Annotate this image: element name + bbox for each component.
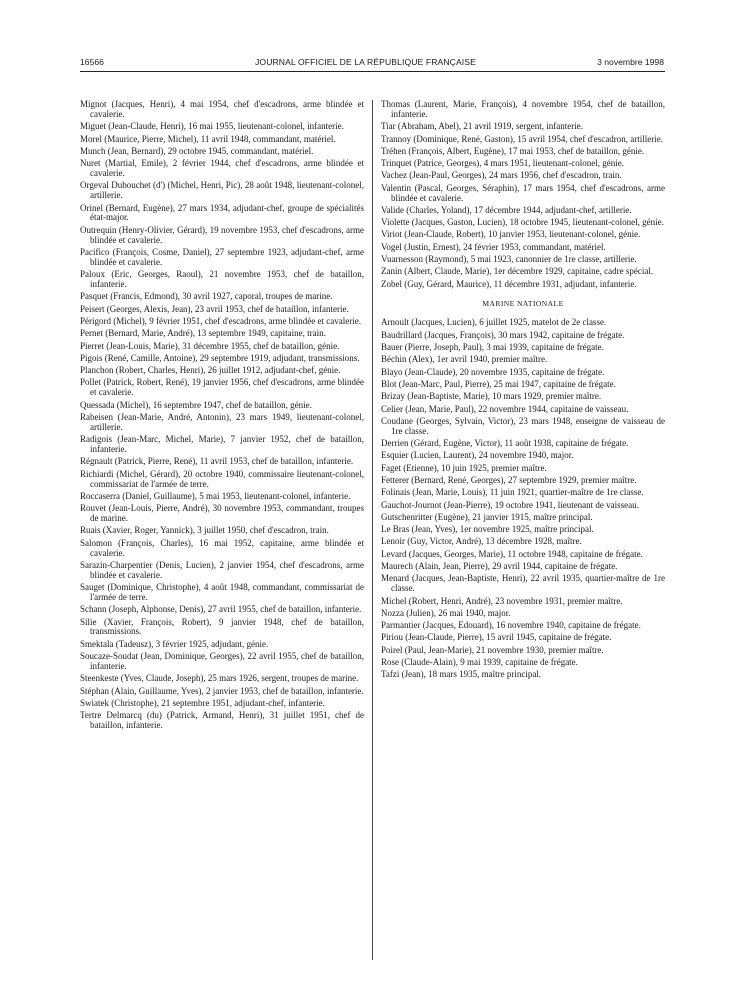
list-entry: Richiardi (Michel, Gérard), 20 octobre 1940, commissaire lieutenant-colonel, commissariat de l'armée de terre. <box>80 468 364 489</box>
page-number: 16566 <box>80 57 104 67</box>
list-entry: Zanin (Albert, Claude, Marie), 1er décembre 1929, capitaine, cadre spécial. <box>381 266 654 277</box>
list-entry: Orgeval Dubouchet (d') (Michel, Henri, Pic), 28 août 1948, lieutenant-colonel, artillerie. <box>80 180 364 201</box>
list-entry: Stéphan (Alain, Guillaume, Yves), 2 janvier 1953, chef de bataillon, infanterie. <box>80 685 364 696</box>
list-entry: Sarazin-Charpentier (Denis, Lucien), 2 janvier 1954, chef d'escadrons, arme blindée et cavalerie. <box>80 559 364 580</box>
list-entry: Menard (Jacques, Jean-Baptiste, Henri), 22 avril 1935, quartier-maître de 1re classe. <box>381 573 665 594</box>
list-entry: Orinel (Bernard, Eugène), 27 mars 1934, adjudant-chef, groupe de spécialités état-major. <box>80 202 364 223</box>
list-entry: Vachez (Jean-Paul, Georges), 24 mars 1956, chef d'escadron, train. <box>381 170 622 181</box>
journal-title: JOURNAL OFFICIEL DE LA RÉPUBLIQUE FRANÇAISE <box>255 57 476 67</box>
list-entry: Peisert (Georges, Alexis, Jean), 23 avril 1953, chef de bataillon, infanterie. <box>80 303 349 314</box>
list-entry: Pollet (Patrick, Robert, René), 19 janvier 1956, chef d'escadrons, arme blindée et cavalerie. <box>80 377 364 398</box>
list-entry: Valentin (Pascal, Georges, Séraphin), 17 mars 1954, chef d'escadrons, arme blindée et cavalerie. <box>381 182 665 203</box>
list-entry: Sauget (Dominique, Christophe), 4 août 1948, commandant, commissariat de l'armée de terre. <box>80 582 364 602</box>
list-entry: Paloux (Eric, Georges, Raoul), 21 novembre 1953, chef de bataillon, infanterie. <box>80 269 364 290</box>
list-entry: Esquier (Lucien, Laurent), 24 novembre 1940, major. <box>381 450 574 461</box>
list-entry: Thomas (Laurent, Marie, François), 4 novembre 1954, chef de bataillon, infanterie. <box>381 99 665 119</box>
list-entry: Swiatek (Christophe), 21 septembre 1951, adjudant-chef, infanterie. <box>80 697 325 708</box>
list-entry: Folinais (Jean, Marie, Louis), 11 juin 1921, quartier-maître de 1re classe. <box>381 487 644 498</box>
list-entry: Celier (Jean, Marie, Paul), 22 novembre 1944, capitaine de vaisseau. <box>381 403 629 414</box>
list-entry: Miguet (Jean-Claude, Henri), 16 mai 1955, lieutenant-colonel, infanterie. <box>80 121 344 132</box>
list-entry: Zobel (Guy, Gérard, Maurice), 11 décembre 1931, adjudant, infanterie. <box>381 278 637 289</box>
list-entry: Viriot (Jean-Claude, Robert), 10 janvier 1953, lieutenant-colonel, génie. <box>381 229 641 240</box>
list-entry: Périgord (Michel), 9 février 1951, chef d'escadrons, arme blindée et cavalerie. <box>80 315 361 326</box>
list-entry: Bauer (Pierre, Joseph, Paul), 3 mai 1939, capitaine de frégate. <box>381 342 604 353</box>
section-title: MARINE NATIONALE <box>482 298 564 308</box>
left-column <box>80 100 364 733</box>
list-entry: Outrequin (Henry-Olivier, Gérard), 19 novembre 1953, chef d'escadrons, arme blindée et cavalerie. <box>80 224 364 245</box>
list-entry: Rabeisen (Jean-Marie, André, Antonin), 23 mars 1949, lieutenant-colonel, artillerie. <box>80 411 364 432</box>
list-entry: Tiar (Abraham, Abel), 21 avril 1919, sergent, infanterie. <box>381 121 583 132</box>
issue-date: 3 novembre 1998 <box>597 57 664 67</box>
list-entry: Blayo (Jean-Claude), 20 novembre 1935, capitaine de frégate. <box>381 366 605 377</box>
list-entry: Derrien (Gérard, Eugène, Victor), 11 août 1938, capitaine de frégate. <box>381 438 629 449</box>
list-entry: Michel (Robert, Henri, André), 23 novembre 1931, premier maître. <box>381 595 623 606</box>
list-entry: Silie (Xavier, François, Robert), 9 janvier 1948, chef de bataillon, transmissions. <box>80 616 364 637</box>
list-entry: Maurech (Alain, Jean, Pierre), 29 avril 1944, capitaine de frégate. <box>381 561 618 572</box>
list-entry: Pierret (Jean-Louis, Marie), 31 décembre 1955, chef de bataillon, génie. <box>80 340 340 351</box>
list-entry: Pernet (Bernard, Marie, André), 13 septembre 1949, capitaine, train. <box>80 328 326 339</box>
list-entry: Fetterer (Bernard, René, Georges), 27 septembre 1929, premier maître. <box>381 474 637 485</box>
list-entry: Régnault (Patrick, Pierre, René), 11 avril 1953, chef de bataillon, infanterie. <box>80 456 354 467</box>
list-entry: Gutschenritter (Eugène), 21 janvier 1915, maître principal. <box>381 511 593 522</box>
list-entry: Schann (Joseph, Alphonse, Denis), 27 avril 1955, chef de bataillon, infanterie. <box>80 604 362 615</box>
list-entry: Piriou (Jean-Claude, Pierre), 15 avril 1945, capitaine de frégate. <box>381 632 612 643</box>
list-entry: Béchin (Alex), 1er avril 1940, premier maître. <box>381 354 548 365</box>
list-entry: Baudrillard (Jacques, François), 30 mars 1942, capitaine de frégate. <box>381 329 625 340</box>
list-entry: Ruais (Xavier, Roger, Yannick), 3 juillet 1950, chef d'escadron, train. <box>80 525 329 536</box>
list-entry: Trannoy (Dominique, René, Gaston), 15 avril 1954, chef d'escadron, artillerie. <box>381 133 663 144</box>
list-entry: Munch (Jean, Bernard), 29 octobre 1945, commandant, matériel. <box>80 145 314 156</box>
list-entry: Trinquet (Patrice, Georges), 4 mars 1951, lieutenant-colonel, génie. <box>381 158 624 169</box>
list-entry: Violette (Jacques, Gaston, Lucien), 18 octobre 1945, lieutenant-colonel, génie. <box>381 217 664 228</box>
list-entry: Steenkeste (Yves, Claude, Joseph), 25 mars 1926, sergent, troupes de marine. <box>80 673 359 684</box>
list-entry: Arnoult (Jacques, Lucien), 6 juillet 1925, matelot de 2e classe. <box>381 317 607 328</box>
list-entry: Roccaserra (Daniel, Guillaume), 5 mai 1953, lieutenant-colonel, infanterie. <box>80 490 351 501</box>
list-entry: Gauchot-Journot (Jean-Pierre), 19 octobre 1941, lieutenant de vaisseau. <box>381 499 639 510</box>
list-entry: Pacifico (François, Cosme, Daniel), 27 septembre 1923, adjudant-chef, arme blindée et cavalerie. <box>80 246 364 267</box>
list-entry: Morel (Maurice, Pierre, Michel), 11 avril 1948, commandant, matériel. <box>80 133 336 144</box>
list-entry: Rouvet (Jean-Louis, Pierre, André), 30 novembre 1953, commandant, troupes de marine. <box>80 503 364 523</box>
list-entry: Tafzi (Jean), 18 mars 1935, maître principal. <box>381 669 542 680</box>
list-entry: Planchon (Robert, Charles, Henri), 26 juillet 1912, adjudant-chef, génie. <box>80 365 341 376</box>
list-entry: Lenoir (Guy, Victor, André), 13 décembre 1928, maître. <box>381 536 582 547</box>
right-column-list <box>381 100 665 290</box>
list-entry: Pigois (René, Camille, Antoine), 29 septembre 1919, adjudant, transmissions. <box>80 352 360 363</box>
list-entry: Quessada (Michel), 16 septembre 1947, chef de bataillon, génie. <box>80 399 312 410</box>
list-entry: Levard (Jacques, Georges, Marie), 11 octobre 1948, capitaine de frégate. <box>381 548 643 559</box>
list-entry: Tréhen (François, Albert, Eugène), 17 mai 1953, chef de bataillon, génie. <box>381 145 645 156</box>
list-entry: Parmantier (Jacques, Edouard), 16 novembre 1940, capitaine de frégate. <box>381 620 641 631</box>
list-entry: Vuarnesson (Raymond), 5 mai 1923, canonnier de 1re classe, artillerie. <box>381 254 637 265</box>
list-entry: Poirel (Paul, Jean-Marie), 21 novembre 1930, premier maître. <box>381 644 604 655</box>
list-entry: Radigois (Jean-Marc, Michel, Marie), 7 janvier 1952, chef de bataillon, infanterie. <box>80 434 364 454</box>
header-rule <box>80 71 665 72</box>
list-entry: Pasquet (Francis, Edmond), 30 avril 1927, caporal, troupes de marine. <box>80 291 333 302</box>
list-entry: Tertre Delmarcq (du) (Patrick, Armand, Henri), 31 juillet 1951, chef de bataillon, infanterie. <box>80 710 364 730</box>
list-entry: Salomon (François, Charles), 16 mai 1952, capitaine, arme blindée et cavalerie. <box>80 537 364 558</box>
list-entry: Nuret (Martial, Emile), 2 février 1944, chef d'escadrons, arme blindée et cavalerie. <box>80 158 364 178</box>
right-column <box>381 100 665 683</box>
list-entry: Vogel (Justin, Ernest), 24 février 1953, commandant, matériel. <box>381 241 606 252</box>
list-entry: Rose (Claude-Alain), 9 mai 1939, capitaine de frégate. <box>381 657 578 668</box>
column-divider <box>372 100 373 960</box>
list-entry: Le Bras (Jean, Yves), 1er novembre 1925, maître principal. <box>381 524 594 535</box>
list-entry: Smektala (Tadeusz), 3 février 1925, adjudant, génie. <box>80 638 269 649</box>
list-entry: Blot (Jean-Marc, Paul, Pierre), 25 mai 1947, capitaine de frégate. <box>381 378 616 389</box>
list-entry: Coudane (Georges, Sylvain, Victor), 23 mars 1948, enseigne de vaisseau de 1re classe. <box>381 415 665 436</box>
marine-list <box>381 318 665 680</box>
list-entry: Mignot (Jacques, Henri), 4 mai 1954, chef d'escadrons, arme blindée et cavalerie. <box>80 99 364 119</box>
list-entry: Soucaze-Soudat (Jean, Dominique, Georges), 22 avril 1955, chef de bataillon, infanterie. <box>80 651 364 671</box>
list-entry: Nozza (Julien), 26 mai 1940, major. <box>381 607 511 618</box>
list-entry: Valide (Charles, Yoland), 17 décembre 1944, adjudant-chef, artillerie. <box>381 204 632 215</box>
list-entry: Faget (Etienne), 10 juin 1925, premier maître. <box>381 462 547 473</box>
list-entry: Brizay (Jean-Baptiste, Marie), 10 mars 1929, premier maître. <box>381 391 602 402</box>
